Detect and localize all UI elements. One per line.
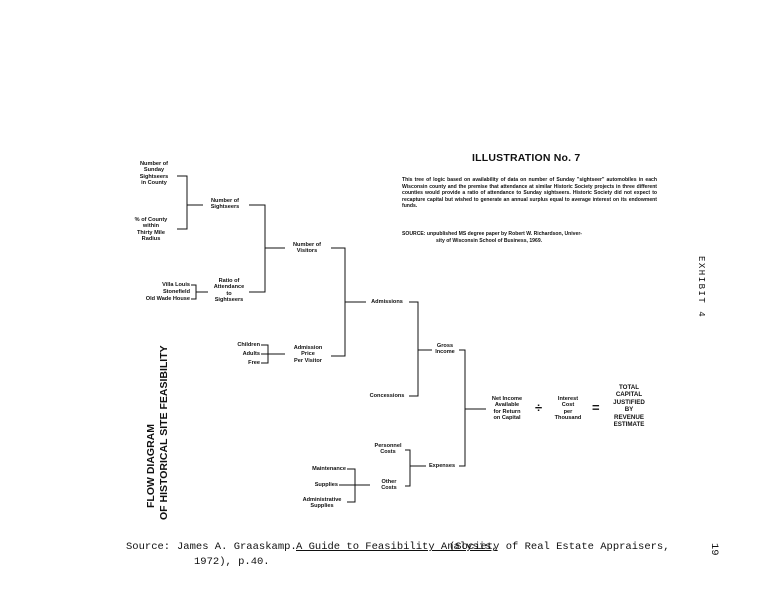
citation-publisher: (Society of Real Estate Appraisers, xyxy=(449,541,670,553)
node-text: to xyxy=(226,290,232,297)
exhibit-label: EXHIBIT 4 xyxy=(696,256,706,319)
node-text: TOTAL xyxy=(618,384,640,391)
illustration-source-line2: sity of Wisconsin School of Business, 1969. xyxy=(436,238,543,244)
node-text: Income xyxy=(435,349,455,356)
node-text: per xyxy=(563,408,573,415)
node-text: Sunday xyxy=(143,167,165,174)
node-children: Children xyxy=(237,342,260,348)
node-text: Sightseers xyxy=(139,173,169,180)
divide-operator: ÷ xyxy=(535,400,543,415)
node-interest-cost xyxy=(548,396,588,421)
node-text: within xyxy=(142,223,160,230)
node-maintenance: Maintenance xyxy=(312,466,346,472)
node-text: Administrative xyxy=(302,497,342,503)
node-text: Gross xyxy=(436,343,454,349)
illustration-title: ILLUSTRATION No. 7 xyxy=(472,152,581,164)
node-stonefield: Stonefield xyxy=(162,289,190,295)
node-net-income xyxy=(484,396,530,421)
node-text: Thirty Mile xyxy=(137,229,165,236)
node-text: REVENUE xyxy=(614,413,644,421)
node-sunday-sightseers xyxy=(130,161,178,186)
node-text: JUSTIFIED xyxy=(613,398,645,406)
node-text: Visitors xyxy=(296,248,318,255)
node-admissions: Admissions xyxy=(371,299,403,305)
node-text: Supplies xyxy=(310,503,334,510)
node-text: Costs xyxy=(380,449,396,456)
node-text: Available xyxy=(494,402,520,409)
node-administrative-supplies xyxy=(296,497,348,510)
node-text: Price xyxy=(301,351,315,358)
citation-author: James A. Graaskamp. xyxy=(177,541,297,553)
node-text: Thousand xyxy=(554,414,582,421)
node-text: Ratio of xyxy=(218,278,240,284)
diagram-title-line1: FLOW DIAGRAM xyxy=(145,424,157,508)
node-number-of-visitors xyxy=(283,242,331,255)
node-text: CAPITAL xyxy=(615,391,643,399)
node-adults: Adults xyxy=(242,351,260,357)
equals-operator: = xyxy=(592,400,600,415)
node-text: Personnel xyxy=(374,443,402,449)
node-free: Free xyxy=(248,360,260,366)
node-admission-price xyxy=(284,345,332,364)
node-expenses: Expenses xyxy=(428,463,456,469)
illustration-description: This tree of logic based on availability of data on number of Sunday "sightseer" automobiles in each Wisconsin county and the premise that attendance at similar Historic Society projects in three different counties would provide a ratio of attendance to Sunday sightseers. Historic Society did not expect to recapture capital but wished to generate an annual surplus equal to average interest on its endowment funds. xyxy=(402,177,657,210)
node-text: ESTIMATE xyxy=(613,421,645,429)
node-text: Other xyxy=(381,479,397,485)
node-text: BY xyxy=(624,406,634,414)
node-text: Number of xyxy=(140,161,168,167)
node-pct-county xyxy=(125,217,177,242)
node-total-capital xyxy=(603,384,655,428)
diagram-title xyxy=(145,345,170,520)
page-number: 19 xyxy=(708,543,720,556)
citation-year-page: 1972), p.40. xyxy=(194,556,270,568)
node-text: Per Visitor xyxy=(294,357,322,364)
illustration-source-line1: SOURCE: unpublished MS degree paper by Robert W. Richardson, Univer- xyxy=(402,231,583,237)
node-number-of-sightseers xyxy=(202,198,248,211)
node-text: in County xyxy=(141,179,167,186)
node-text: Number of xyxy=(293,242,321,248)
node-text: Sightseers xyxy=(210,204,240,211)
node-text: on Capital xyxy=(493,414,521,421)
node-text: Cost xyxy=(561,402,575,409)
node-concessions: Concessions xyxy=(369,393,405,399)
node-other-costs xyxy=(372,479,406,492)
node-gross-income xyxy=(429,343,461,356)
node-text: % of County xyxy=(134,217,168,223)
node-text: Admission xyxy=(293,345,323,351)
node-text: Radius xyxy=(141,235,161,242)
node-supplies: Supplies xyxy=(314,482,338,488)
citation-prefix: Source: xyxy=(126,541,171,553)
node-text: Costs xyxy=(381,485,397,492)
node-villa-louis: Villa Louis xyxy=(162,282,190,288)
node-personnel-costs xyxy=(368,443,408,456)
node-text: Attendance xyxy=(213,284,245,291)
node-text: Net Income xyxy=(491,396,523,402)
node-old-wade-house: Old Wade House xyxy=(145,296,190,302)
node-text: Interest xyxy=(557,396,579,402)
citation-book-title: A Guide to Feasibility Analysis, xyxy=(296,541,498,553)
diagram-title-line2: OF HISTORICAL SITE FEASIBILITY xyxy=(157,345,170,520)
node-text: for Return xyxy=(493,408,521,415)
node-text: Sightseers xyxy=(214,296,244,303)
node-ratio-attendance xyxy=(206,278,252,303)
node-text: Number of xyxy=(211,198,239,204)
